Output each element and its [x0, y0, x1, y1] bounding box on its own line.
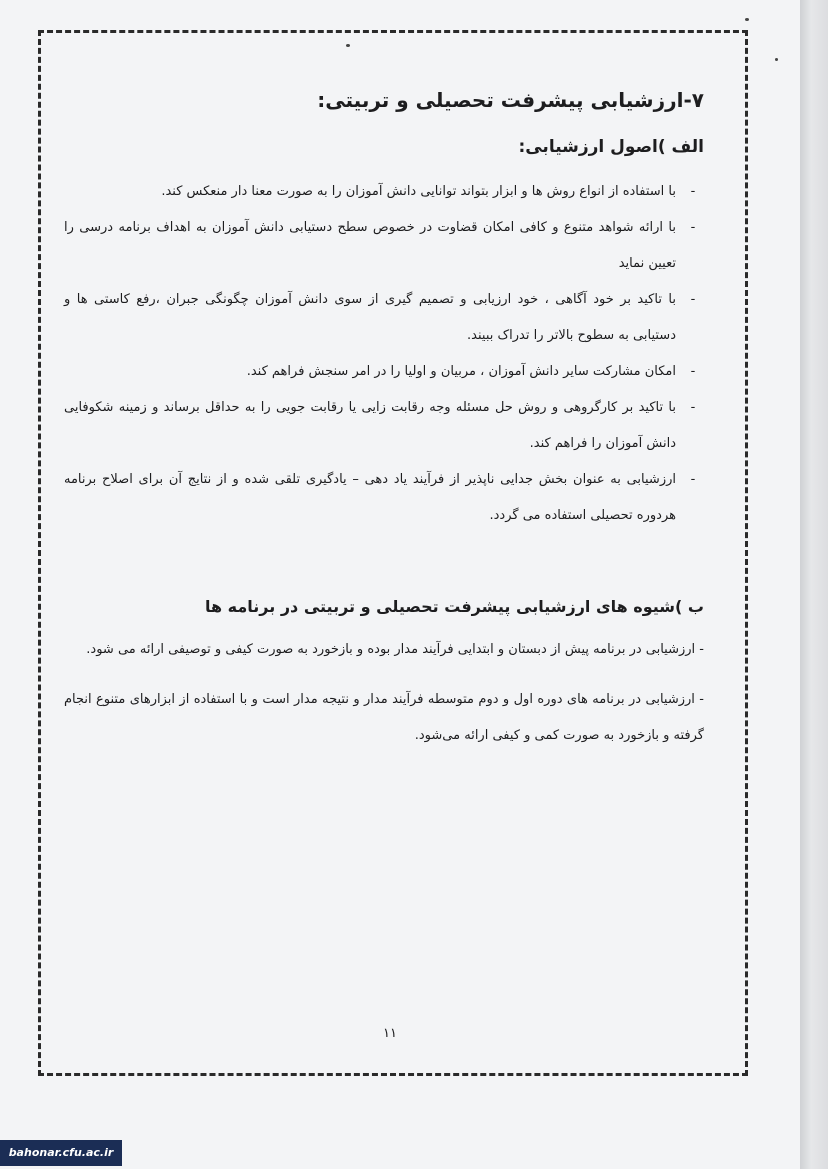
- list-bullet: -: [690, 364, 696, 379]
- list-bullet: -: [690, 292, 696, 307]
- footer-logo: bahonar.cfu.ac.ir: [0, 1140, 122, 1166]
- list-item-text: با تاکید بر خود آگاهی ، خود ارزیابی و تصمیم گیری از سوی دانش آموزان چگونگی جبران ،رفع کاستی ها و دستیابی به سطوح بالاتر را تدراک ببیند.: [64, 292, 676, 343]
- list-item-text: ارزشیابی به عنوان بخش جدایی ناپذیر از فرآیند یاد دهی – یادگیری تلقی شده و از نتایج آن برای اصلاح برنامه هردوره تحصیلی استفاده می گردد.: [64, 472, 676, 523]
- list-item-text: با ارائه شواهد متنوع و کافی امکان قضاوت در خصوص سطح دستیابی دانش آموزان به اهداف برنامه درسی را تعیین نماید: [64, 220, 676, 271]
- list-item: [64, 462, 704, 534]
- list-item-text: با استفاده از انواع روش ها و ابزار بتواند توانایی دانش آموزان را به صورت معنا دار منعکس کند.: [161, 184, 676, 199]
- page-number: ۱۱: [383, 1026, 397, 1041]
- page-edge-shadow: [800, 0, 828, 1169]
- list-bullet: -: [690, 472, 696, 487]
- main-title: ۷-ارزشیابی پیشرفت تحصیلی و تربیتی:: [317, 88, 704, 112]
- section-a-title: الف )اصول ارزشیابی:: [518, 137, 704, 157]
- section-b-paragraph: - ارزشیابی در برنامه های دوره اول و دوم متوسطه فرآیند مدار و نتیجه مدار است و با استفاده از ابزارهای متنوع انجام گرفته و بازخورد به صورت کمی و کیفی ارائه می‌شود.: [64, 692, 704, 743]
- list-item: [64, 210, 704, 282]
- list-item: [64, 174, 704, 210]
- section-b-title: ب )شیوه های ارزشیابی پیشرفت تحصیلی و تربیتی در برنامه ها: [205, 597, 704, 616]
- list-item-text: با تاکید بر کارگروهی و روش حل مسئله وجه رقابت زایی یا رقابت جویی را به حداقل برساند و زمینه شکوفایی دانش آموزان را فراهم کند.: [64, 400, 676, 451]
- list-item: [64, 354, 704, 390]
- list-bullet: -: [690, 184, 696, 199]
- list-item: [64, 282, 704, 354]
- document-body: [64, 80, 704, 768]
- list-item-text: امکان مشارکت سایر دانش آموزان ، مربیان و اولیا را در امر سنجش فراهم کند.: [246, 364, 676, 379]
- principles-list: [64, 174, 704, 534]
- list-item: [64, 390, 704, 462]
- section-b-paragraph: - ارزشیابی در برنامه پیش از دبستان و ابتدایی فرآیند مدار بوده و بازخورد به صورت کیفی و توصیفی ارائه می شود.: [86, 642, 704, 657]
- list-bullet: -: [690, 220, 696, 235]
- list-bullet: -: [690, 400, 696, 415]
- scan-speck: [745, 18, 749, 21]
- scan-speck: [775, 58, 778, 61]
